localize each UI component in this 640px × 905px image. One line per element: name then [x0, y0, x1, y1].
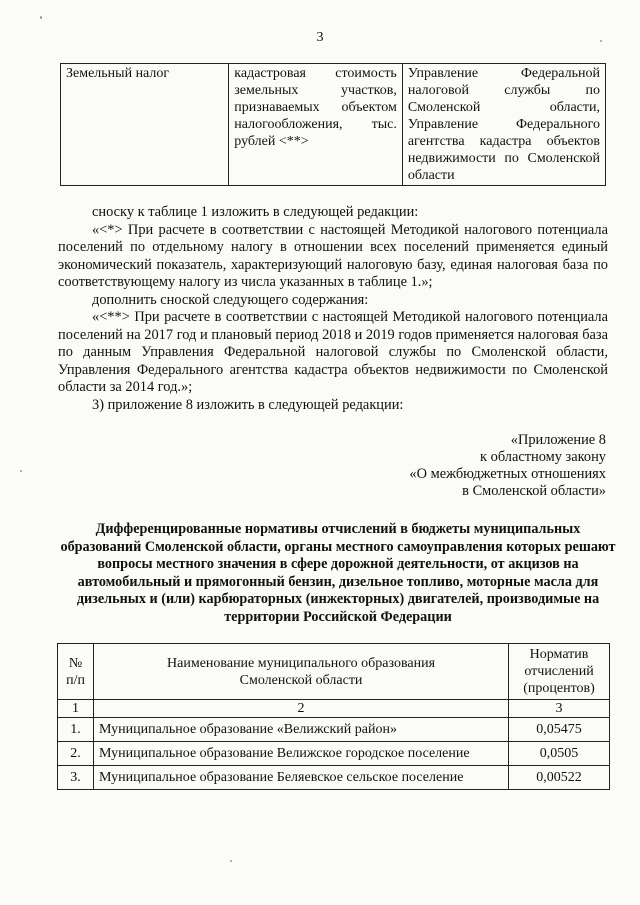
tax-table-fragment: [60, 63, 606, 186]
paragraph: сноску к таблице 1 изложить в следующей редакции:: [92, 204, 419, 220]
section-heading: Дифференцированные нормативы отчислений в бюджеты муниципальных образований Смоленской области, органы местного самоуправления которых решают вопросы местного значения в сфере дорожной деятельности, от акцизов на автомобильный и прямогонный бензин, дизельное топливо, моторные масла для дизельных и (или) карбюраторных (инжекторных) двигателей, производимые на территории Российской Федерации: [60, 521, 616, 625]
paragraph: дополнить сноской следующего содержания:: [92, 291, 369, 308]
header-name-line: Наименование муниципального образования: [167, 655, 436, 671]
paragraph: «<**> При расчете в соответствии с настоящей Методикой налогового потенциала поселений на 2017 год и плановый период 2018 и 2019 годов применяется налоговая база по данным Управления Федеральной налоговой службы по Смоленской области, Управления Федерального агентства кадастра объектов недвижимости по Смоленской области за 2014 год.»;: [58, 309, 608, 395]
page-number: 3: [316, 30, 324, 45]
column-number: 1: [58, 700, 94, 718]
tax-name-cell: Земельный налог: [61, 64, 229, 186]
row-num: 3.: [58, 766, 94, 790]
scan-speck: [600, 40, 602, 42]
header-name: [94, 644, 509, 700]
scan-speck: [20, 470, 22, 472]
header-name-line: Смоленской области: [239, 672, 363, 688]
column-number: 2: [94, 700, 509, 718]
table-row: [58, 742, 610, 766]
scan-speck: [230, 860, 232, 862]
row-name: Муниципальное образование Беляевское сельское поселение: [94, 766, 509, 790]
appendix-line: «О межбюджетных отношениях: [409, 466, 606, 482]
column-number-row: [58, 700, 610, 718]
table-row: [58, 766, 610, 790]
table-row: [61, 64, 606, 186]
appendix-line: к областному закону: [480, 449, 606, 465]
header-norm: Норматив отчислений (процентов): [509, 644, 610, 700]
data-source-cell: Управление Федеральной налоговой службы по Смоленской области, Управление Федерального агентства кадастра объектов недвижимости по Смоленской области: [402, 64, 605, 186]
row-value: 0,05475: [509, 718, 610, 742]
paragraph: 3) приложение 8 изложить в следующей редакции:: [92, 396, 404, 413]
row-num: 1.: [58, 718, 94, 742]
norms-table: [57, 643, 610, 790]
header-num: № п/п: [58, 644, 94, 700]
tax-base-cell: кадастровая стоимость земельных участков, признаваемых объектом налогообложения, тыс. рублей <**>: [229, 64, 403, 186]
row-value: 0,00522: [509, 766, 610, 790]
row-name: Муниципальное образование Велижское городское поселение: [94, 742, 509, 766]
appendix-line: в Смоленской области»: [462, 483, 606, 499]
appendix-line: «Приложение 8: [510, 432, 606, 448]
column-number: 3: [509, 700, 610, 718]
appendix-caption: [409, 432, 606, 500]
row-num: 2.: [58, 742, 94, 766]
amendment-text: [58, 204, 608, 414]
row-name: Муниципальное образование «Велижский район»: [94, 718, 509, 742]
table-header-row: [58, 644, 610, 700]
table-row: [58, 718, 610, 742]
scan-speck: [40, 16, 42, 19]
paragraph: «<*> При расчете в соответствии с настоящей Методикой налогового потенциала поселений по отдельному налогу в отношении всех поселений применяется единый экономический показатель, характеризующий налоговую базу, единая налоговая база по соответствующему налогу из числа указанных в таблице 1.»;: [58, 221, 608, 290]
row-value: 0,0505: [509, 742, 610, 766]
